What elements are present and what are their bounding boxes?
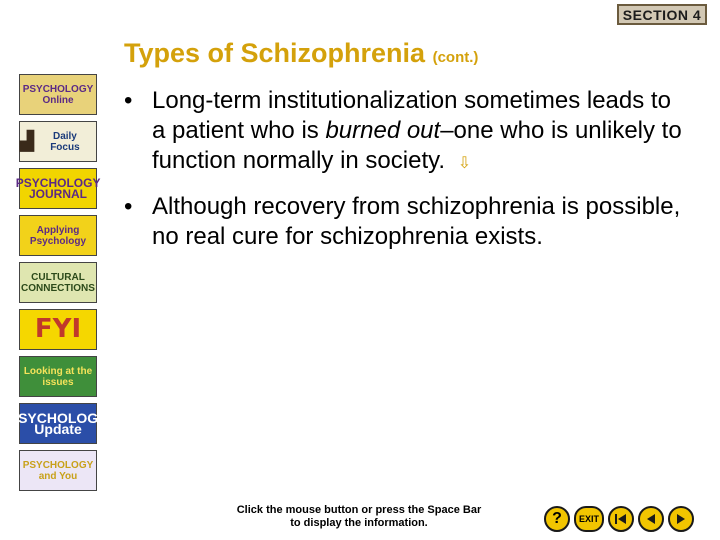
slide-title-text: Types of Schizophrenia: [124, 38, 426, 68]
help-button[interactable]: [544, 506, 570, 532]
skip-back-icon: [614, 512, 628, 526]
bullet-dot: •: [124, 193, 133, 220]
sidebar-item-psychology-and-you[interactable]: PSYCHOLOGY and You: [19, 450, 97, 491]
easel-icon: ▟: [20, 131, 34, 151]
sidebar-item-psychology-journal[interactable]: PSYCHOLOGY JOURNAL: [19, 168, 97, 209]
sidebar-item-looking-at-the-issues[interactable]: Looking at the issues: [19, 356, 97, 397]
sidebar-item-psychology-update[interactable]: PSYCHOLOGY Update: [19, 403, 97, 444]
sidebar-item-psychology-online[interactable]: PSYCHOLOGY Online: [19, 74, 97, 115]
first-slide-button[interactable]: [608, 506, 634, 532]
slide-title: [124, 38, 478, 69]
bullet-item: [124, 86, 684, 179]
bullet-dot: •: [124, 87, 133, 114]
bullet-text-emphasis: burned out: [325, 117, 441, 144]
arrow-right-icon: [674, 512, 688, 526]
sidebar-item-cultural-connections[interactable]: CULTURAL CONNECTIONS: [19, 262, 97, 303]
sidebar: [8, 74, 108, 497]
arrow-left-icon: [644, 512, 658, 526]
exit-button[interactable]: EXIT: [574, 506, 604, 532]
slide-title-suffix: (cont.): [432, 49, 479, 66]
previous-slide-button[interactable]: [638, 506, 664, 532]
sidebar-item-fyi[interactable]: FYI: [19, 309, 97, 350]
bullet-text-suffix: –one who is unlikely to function normally in society.: [152, 117, 682, 174]
section-badge: SECTION 4: [617, 4, 707, 25]
navigation-controls: [544, 506, 694, 532]
sidebar-item-applying-psychology[interactable]: Applying Psychology: [19, 215, 97, 256]
sidebar-item-daily-focus[interactable]: ▟ Daily Focus: [19, 121, 97, 162]
bullet-text-prefix: Long-term institutionalization sometimes leads to a patient who is: [152, 87, 671, 144]
question-icon: ?: [552, 510, 562, 527]
footer-instructions: Click the mouse button or press the Space Bar to display the information.: [236, 504, 482, 529]
bullet-item: [124, 192, 684, 252]
bullet-text: Although recovery from schizophrenia is possible, no real cure for schizophrenia exists.: [152, 193, 681, 250]
next-slide-button[interactable]: [668, 506, 694, 532]
down-arrow-icon: ⇩: [457, 155, 472, 172]
bullet-list: [124, 86, 684, 252]
